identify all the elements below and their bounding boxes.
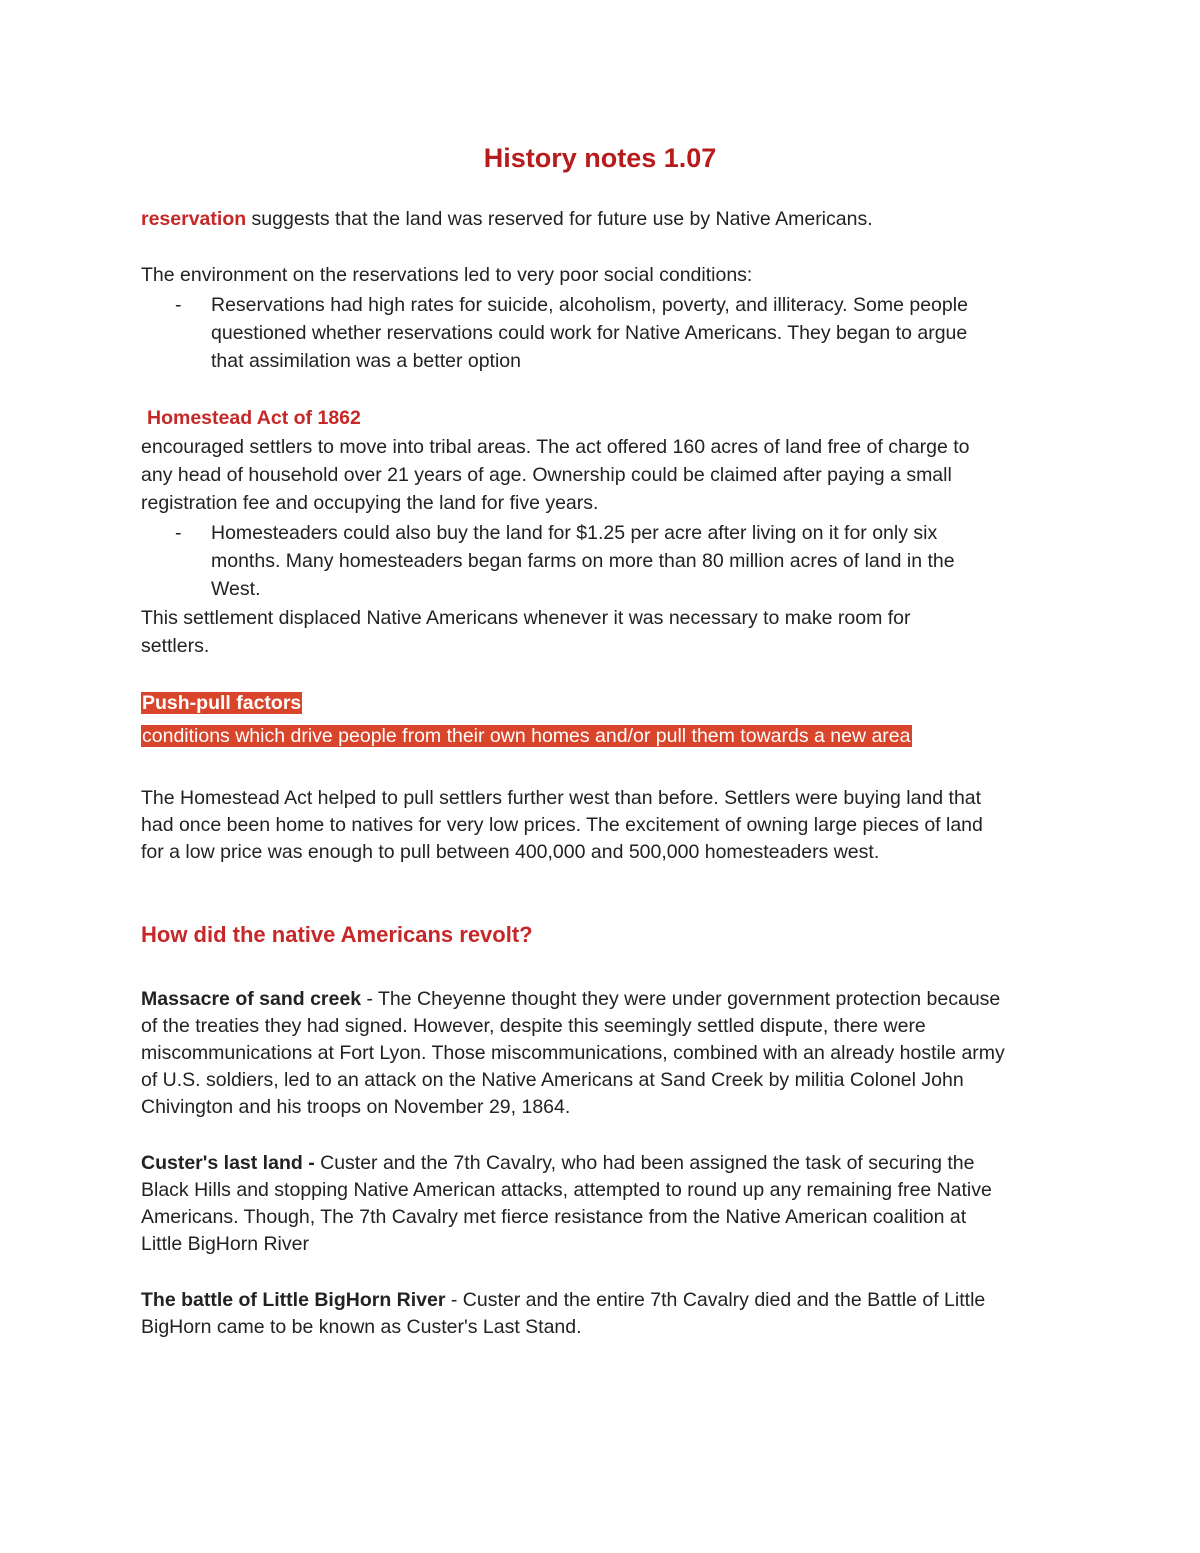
- push-pull-definition: [141, 722, 912, 750]
- paragraph-line: BigHorn came to be known as Custer's Last Stand.: [141, 1316, 582, 1338]
- paragraph-line: for a low price was enough to pull between 400,000 and 500,000 homesteaders west.: [141, 841, 880, 863]
- homestead-paragraph: [141, 433, 970, 517]
- sand-creek-paragraph: [141, 986, 1005, 1121]
- sand-creek-term: Massacre of sand creek: [141, 988, 362, 1010]
- bullet-line: Reservations had high rates for suicide, alcoholism, poverty, and illiteracy. Some people: [211, 294, 968, 316]
- paragraph-line: [141, 1287, 985, 1314]
- environment-intro: The environment on the reservations led to very poor social conditions:: [141, 264, 753, 286]
- custer-paragraph: [141, 1150, 992, 1258]
- push-pull-definition-text: conditions which drive people from their own homes and/or pull them towards a new area: [142, 725, 911, 747]
- paragraph-line: of U.S. soldiers, led to an attack on the Native Americans at Sand Creek by militia Colonel John: [141, 1069, 964, 1091]
- bullet-marker: -: [175, 294, 182, 316]
- paragraph-line: settlers.: [141, 635, 210, 657]
- paragraph-line: Chivington and his troops on November 29, 1864.: [141, 1096, 571, 1118]
- bullet-line: that assimilation was a better option: [211, 350, 522, 372]
- revolt-heading: How did the native Americans revolt?: [141, 922, 533, 947]
- bighorn-first-line: - Custer and the entire 7th Cavalry died and the Battle of Little: [445, 1289, 986, 1311]
- homestead-heading: Homestead Act of 1862: [147, 407, 361, 429]
- reservation-paragraph: [141, 205, 873, 233]
- reservation-text: suggests that the land was reserved for future use by Native Americans.: [246, 208, 873, 230]
- environment-bullet: [0, 291, 1200, 381]
- paragraph-line: Black Hills and stopping Native American attacks, attempted to round up any remaining free Native: [141, 1179, 992, 1201]
- push-pull-heading-text: Push-pull factors: [142, 692, 302, 714]
- paragraph-line: miscommunications at Fort Lyon. Those miscommunications, combined with an already hostile army: [141, 1042, 1005, 1064]
- bullet-marker: -: [175, 522, 182, 544]
- bullet-line: Homesteaders could also buy the land for $1.25 per acre after living on it for only six: [211, 522, 938, 544]
- paragraph-line: had once been home to natives for very low prices. The excitement of owning large pieces of land: [141, 814, 983, 836]
- paragraph-line: This settlement displaced Native Americans whenever it was necessary to make room for: [141, 607, 911, 629]
- push-pull-heading: [141, 689, 302, 717]
- bullet-line: West.: [211, 578, 261, 600]
- reservation-term: reservation: [141, 208, 247, 230]
- paragraph-line: Little BigHorn River: [141, 1233, 309, 1255]
- custer-first-line: Custer and the 7th Cavalry, who had been assigned the task of securing the: [314, 1152, 975, 1174]
- bullet-line: months. Many homesteaders began farms on more than 80 million acres of land in the: [211, 550, 955, 572]
- paragraph-line: of the treaties they had signed. However, despite this seemingly settled dispute, there were: [141, 1015, 926, 1037]
- paragraph-line: The Homestead Act helped to pull settlers further west than before. Settlers were buying land that: [141, 787, 982, 809]
- custer-term: Custer's last land -: [141, 1152, 315, 1174]
- paragraph-line: Americans. Though, The 7th Cavalry met fierce resistance from the Native American coalition at: [141, 1206, 967, 1228]
- bighorn-paragraph: [141, 1287, 985, 1341]
- paragraph-line: registration fee and occupying the land for five years.: [141, 492, 599, 514]
- bighorn-term: The battle of Little BigHorn River: [141, 1289, 446, 1311]
- paragraph-line: encouraged settlers to move into tribal areas. The act offered 160 acres of land free of charge to: [141, 436, 970, 458]
- page-title: History notes 1.07: [483, 143, 717, 173]
- sand-creek-first-line: - The Cheyenne thought they were under government protection because: [361, 988, 1001, 1010]
- paragraph-line: [141, 1150, 992, 1177]
- bullet-line: questioned whether reservations could work for Native Americans. They began to argue: [211, 322, 968, 344]
- settlement-paragraph: [141, 604, 911, 660]
- homestead-bullet: [0, 519, 1200, 609]
- paragraph-line: any head of household over 21 years of age. Ownership could be claimed after paying a small: [141, 464, 952, 486]
- paragraph-line: [141, 986, 1005, 1013]
- homestead-pull-paragraph: [141, 785, 983, 866]
